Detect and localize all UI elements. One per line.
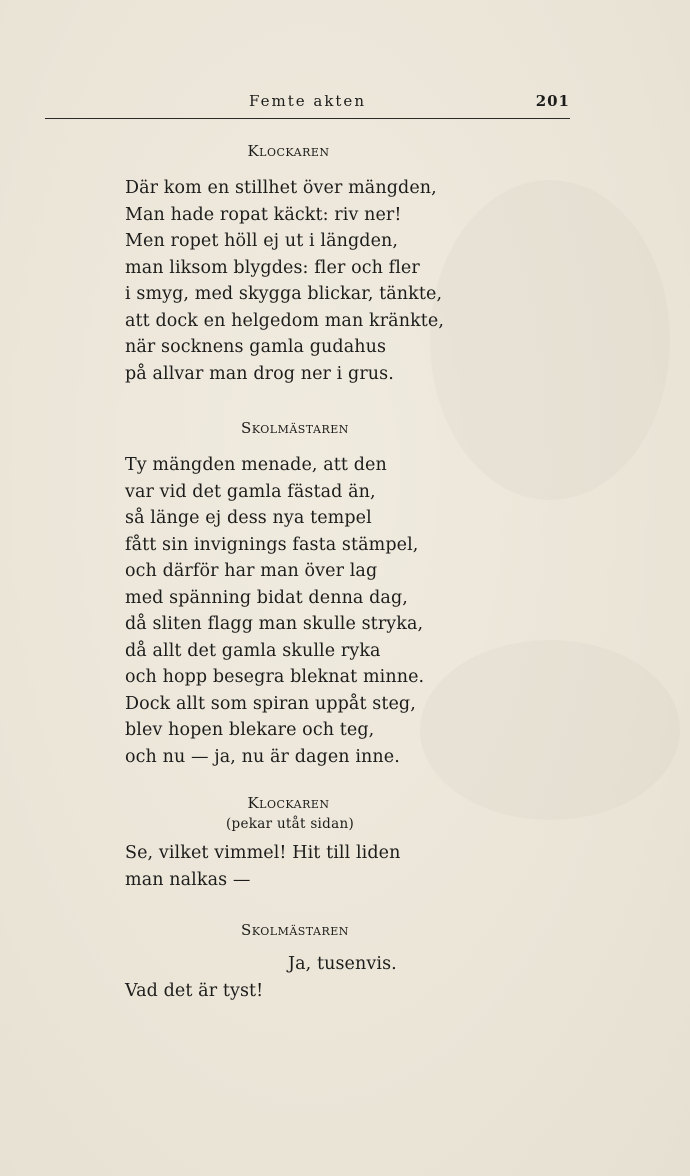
verse-line: på allvar man drog ner i grus.	[125, 363, 394, 384]
play-text	[125, 140, 465, 1004]
verse-block	[125, 951, 465, 1004]
verse-line: och därför har man över lag	[125, 561, 378, 581]
verse-block	[125, 452, 465, 770]
speaker-name: Skolmästaren	[241, 921, 349, 939]
verse-line: var vid det gamla fästad än,	[125, 481, 376, 502]
verse-line: så länge ej dess nya tempel	[125, 508, 372, 528]
speaker-name: Klockaren	[247, 794, 330, 812]
verse-line: blev hopen blekare och teg,	[125, 720, 375, 740]
verse-line: och nu — ja, nu är dagen inne.	[125, 746, 400, 767]
running-head	[45, 90, 570, 118]
verse-line: Dock allt som spiran uppåt steg,	[125, 693, 416, 714]
verse-line: att dock en helgedom man kränkte,	[125, 310, 445, 331]
verse-line: Men ropet höll ej ut i längden,	[125, 231, 399, 251]
running-title: Femte akten	[249, 92, 366, 110]
verse-line: Se, vilket vimmel! Hit till liden	[125, 843, 401, 863]
verse-line: i smyg, med skygga blickar, tänkte,	[125, 284, 443, 304]
speaker-name: Skolmästaren	[241, 419, 349, 437]
verse-line: Där kom en stillhet över mängden,	[125, 178, 437, 198]
verse-block	[125, 840, 465, 893]
verse-line: man nalkas —	[125, 869, 251, 890]
page-number: 201	[535, 92, 570, 110]
speaker-name: Klockaren	[247, 142, 330, 160]
verse-line: med spänning bidat denna dag,	[125, 587, 408, 608]
verse-line: Vad det är tyst!	[125, 980, 264, 1001]
verse-line: då sliten flagg man skulle stryka,	[125, 614, 424, 634]
verse-line: och hopp besegra bleknat minne.	[125, 667, 425, 687]
paper-stain	[430, 180, 670, 500]
verse-block	[125, 175, 465, 387]
header-rule	[45, 118, 570, 119]
stage-direction: (pekar utåt sidan)	[225, 816, 355, 832]
verse-line: Ty mängden menade, att den	[125, 455, 387, 475]
verse-line: när socknens gamla gudahus	[125, 337, 387, 357]
verse-line: Man hade ropat käckt: riv ner!	[125, 204, 402, 225]
verse-line: Ja, tusenvis.	[288, 954, 397, 974]
verse-line: man liksom blygdes: fler och fler	[125, 257, 420, 278]
verse-line: fått sin invignings fasta stämpel,	[125, 534, 419, 555]
verse-line: då allt det gamla skulle ryka	[125, 640, 381, 661]
